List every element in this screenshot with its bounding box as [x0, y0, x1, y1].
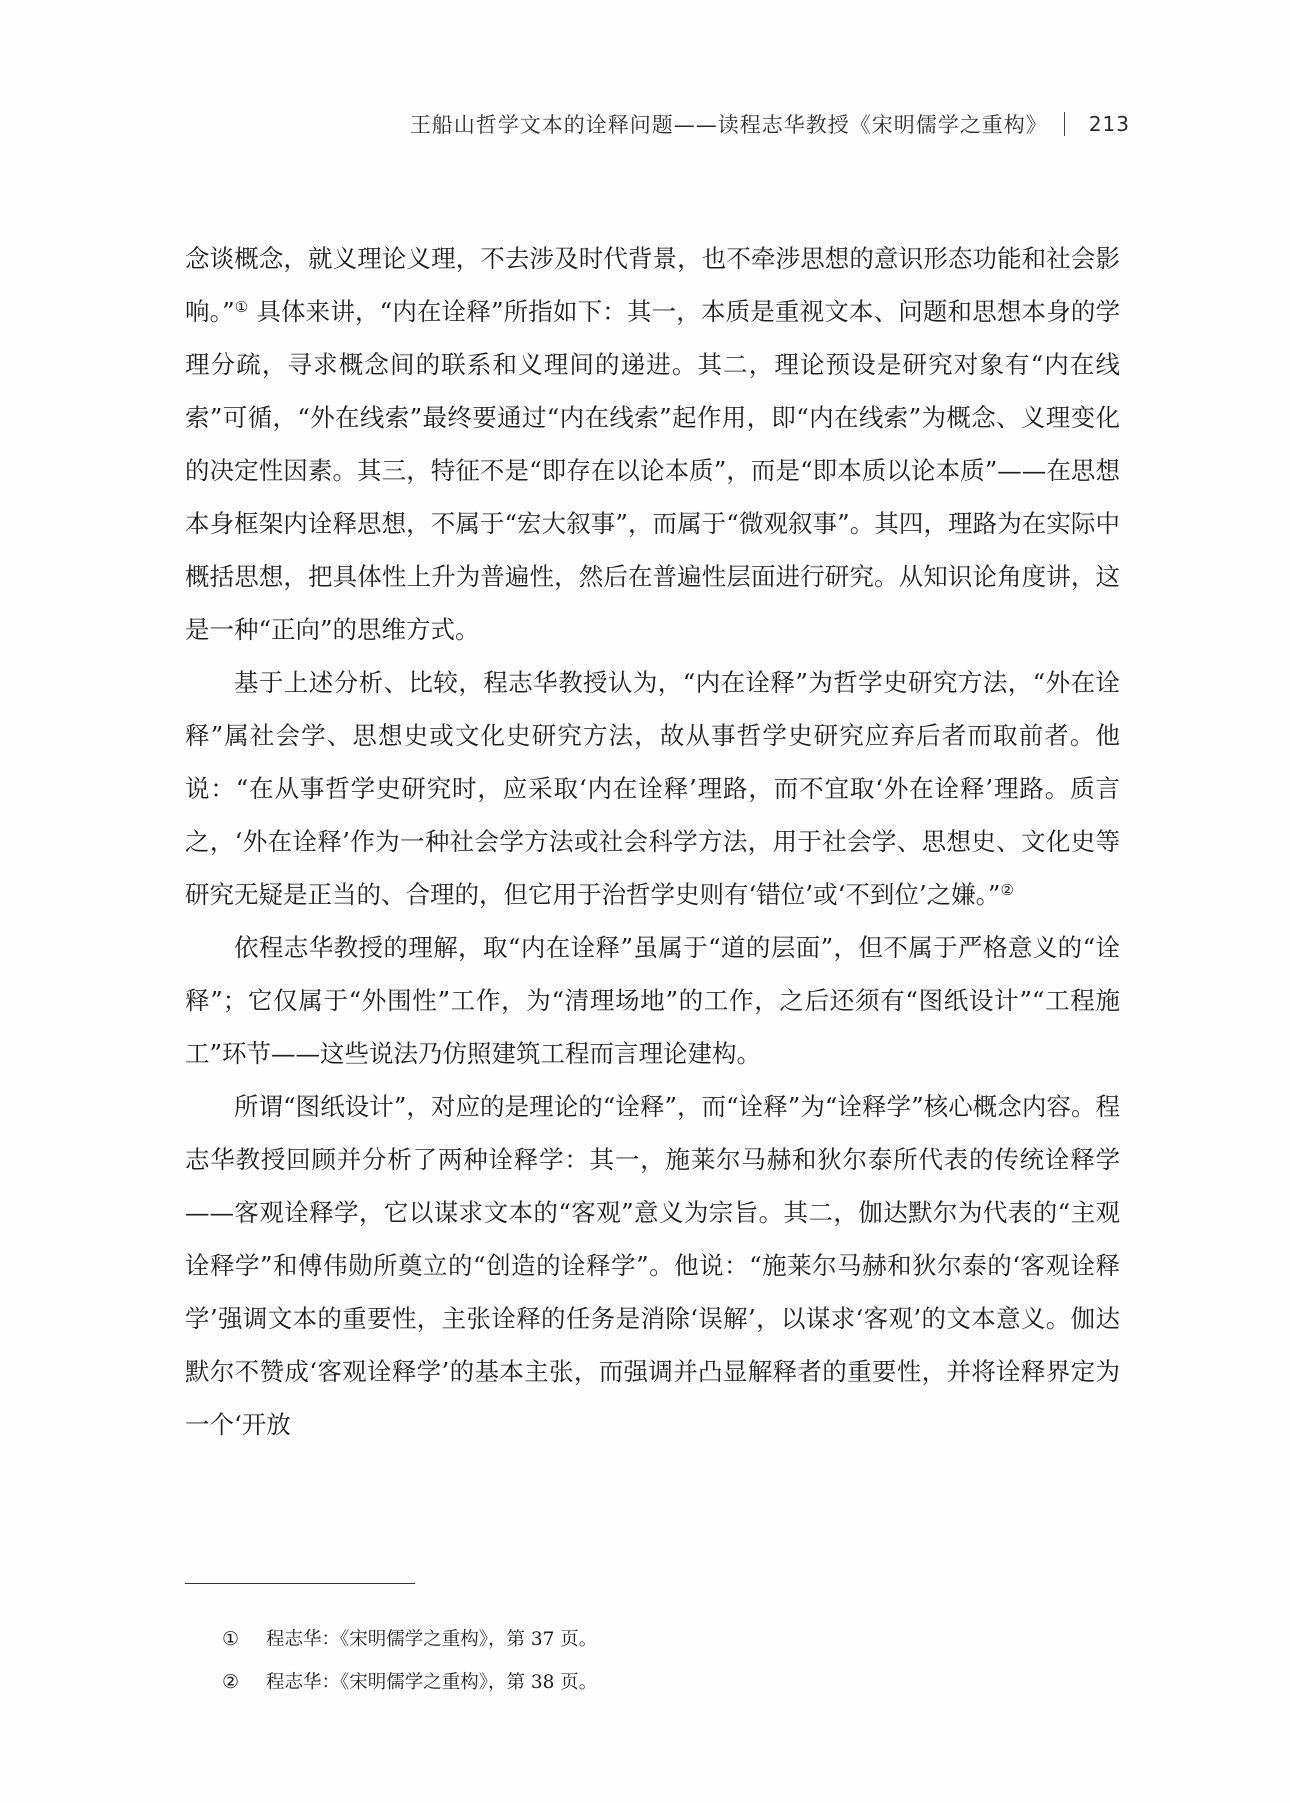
footnote-2 [222, 1661, 1102, 1704]
footnote-2-text: 程志华：《宋明儒学之重构》，第 38 页。 [266, 1672, 598, 1693]
footnote-1 [222, 1618, 1102, 1661]
paragraph-3 [185, 921, 1120, 1080]
paragraph-3-text: 依程志华教授的理解，取“内在诠释”虽属于“道的层面”，但不属于严格意义的“诠释”；它仅属于“外围性”工作，为“清理场地”的工作，之后还须有“图纸设计”“工程施工”环节——这些说法乃仿照建筑工程而言理论建构。 [185, 933, 1120, 1068]
footnote-1-marker: ① [222, 1628, 240, 1650]
paragraph-4 [185, 1080, 1120, 1451]
footnote-1-text: 程志华：《宋明儒学之重构》，第 37 页。 [266, 1629, 598, 1650]
paragraph-1 [185, 232, 1120, 656]
footnote-divider [185, 1583, 415, 1584]
paragraph-1-text-a: 念谈概念，就义理论义理，不去涉及时代背景，也不牵涉思想的意识形态功能和社会影响。” [185, 244, 1120, 326]
body-text [185, 232, 1120, 1451]
footnote-ref-2[interactable]: ② [1000, 881, 1014, 899]
footnote-2-marker: ② [222, 1671, 240, 1693]
paragraph-2 [185, 656, 1120, 921]
footnote-ref-1[interactable]: ① [234, 298, 249, 316]
paragraph-2-text: 基于上述分析、比较，程志华教授认为，“内在诠释”为哲学史研究方法，“外在诠释”属社会学、思想史或文化史研究方法，故从事哲学史研究应弃后者而取前者。他说：“在从事哲学史研究时，应采取‘内在诠释’理路，而不宜取‘外在诠释’理路。质言之，‘外在诠释’作为一种社会学方法或社会科学方法，用于社会学、思想史、文化史等研究无疑是正当的、合理的，但它用于治哲学史则有‘错位’或‘不到位’之嫌。” [185, 668, 1120, 909]
footnotes [222, 1618, 1102, 1704]
header-divider [1064, 112, 1065, 136]
paragraph-1-text-b: 具体来讲，“内在诠释”所指如下：其一，本质是重视文本、问题和思想本身的学理分疏，寻求概念间的联系和义理间的递进。其二，理论预设是研究对象有“内在线索”可循，“外在线索”最终要通过“内在线索”起作用，即“内在线索”为概念、义理变化的决定性因素。其三，特征不是“即存在以论本质”，而是“即本质以论本质”——在思想本身框架内诠释思想，不属于“宏大叙事”，而属于“微观叙事”。其四，理路为在实际中概括思想，把具体性上升为普遍性，然后在普遍性层面进行研究。从知识论角度讲，这是一种“正向”的思维方式。 [185, 297, 1121, 644]
page-number: 213 [1088, 112, 1130, 136]
running-title: 王船山哲学文本的诠释问题——读程志华教授《宋明儒学之重构》 [409, 113, 1048, 137]
paragraph-4-text: 所谓“图纸设计”，对应的是理论的“诠释”，而“诠释”为“诠释学”核心概念内容。程志华教授回顾并分析了两种诠释学：其一，施莱尔马赫和狄尔泰所代表的传统诠释学——客观诠释学，它以谋求文本的“客观”意义为宗旨。其二，伽达默尔为代表的“主观诠释学”和傅伟勋所奠立的“创造的诠释学”。他说：“施莱尔马赫和狄尔泰的‘客观诠释学’强调文本的重要性，主张诠释的任务是消除‘误解’，以谋求‘客观’的文本意义。伽达默尔不赞成‘客观诠释学’的基本主张，而强调并凸显解释者的重要性，并将诠释界定为一个‘开放 [185, 1092, 1120, 1439]
running-header [185, 104, 1130, 144]
